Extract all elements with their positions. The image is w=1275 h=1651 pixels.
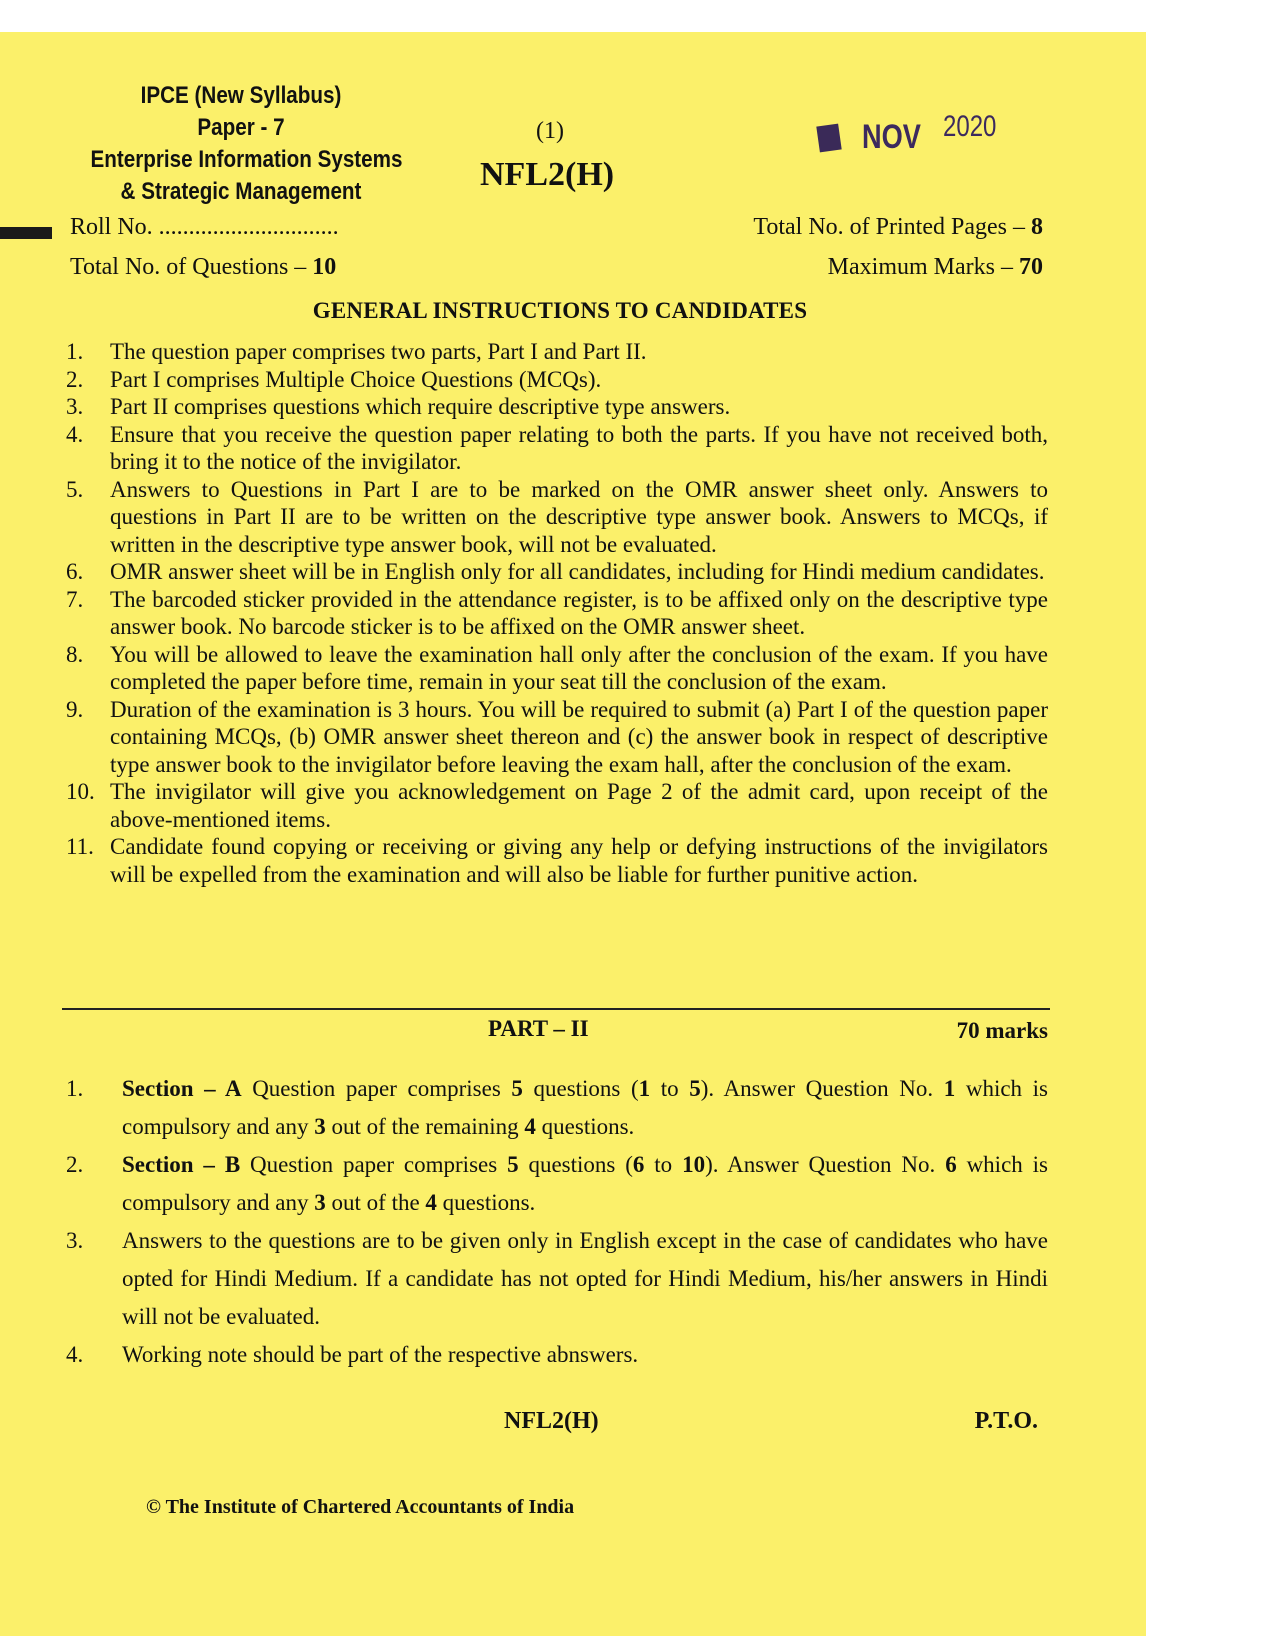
- subject-line: Enterprise Information Systems: [90, 146, 403, 173]
- section-divider: [62, 1008, 1050, 1010]
- part-heading: PART – II: [488, 1016, 589, 1041]
- item-text: Part II comprises questions which require descriptive type answers.: [110, 394, 731, 419]
- max-marks-value: 70: [1019, 254, 1043, 280]
- subject-line-2: & Strategic Management: [120, 178, 362, 205]
- item-text: Section – B Question paper comprises 5 questions (6 to 10). Answer Question No. 6 which is compulsory and any 3 out of the 4 questions.: [122, 1152, 1049, 1215]
- list-item: [66, 1146, 1048, 1222]
- item-text: The question paper comprises two parts, Part I and Part II.: [110, 339, 647, 364]
- please-turn-over: P.T.O.: [974, 1408, 1038, 1434]
- item-text: Ensure that you receive the question paper relating to both the parts. If you have not received both, bring it to the notice of the invigilator.: [110, 421, 1048, 474]
- printed-pages: [753, 214, 1043, 241]
- list-item: [66, 1070, 1048, 1146]
- maximum-marks: [828, 254, 1043, 281]
- item-number: 2.: [66, 366, 84, 392]
- part-instructions-list: [66, 1070, 1048, 1374]
- item-text: The invigilator will give you acknowledgement on Page 2 of the admit card, upon receipt of the above-mentioned items.: [110, 779, 1048, 832]
- total-questions-label: Total No. of Questions –: [70, 254, 313, 280]
- list-item: [66, 641, 1048, 696]
- item-text: Duration of the examination is 3 hours. You will be required to submit (a) Part I of the question paper containing MCQs, (b) OMR answer sheet thereon and (c) the answer book in respect of descriptive type answer book to the invigilator before leaving the exam hall, after the conclusion of the exam.: [110, 696, 1048, 777]
- footer-paper-code: NFL2(H): [504, 1408, 599, 1434]
- course-header: [90, 80, 403, 208]
- item-text: Candidate found copying or receiving or giving any help or defying instructions of the invigilators will be expelled from the examination and will also be liable for further punitive action.: [110, 834, 1048, 887]
- max-marks-label: Maximum Marks –: [827, 254, 1019, 280]
- item-text: You will be allowed to leave the examination hall only after the conclusion of the exam. If you have completed the paper before time, remain in your seat till the conclusion of the exam.: [110, 641, 1048, 694]
- item-number: 2.: [66, 1152, 84, 1177]
- list-item: [66, 1222, 1048, 1336]
- list-item: [66, 778, 1048, 833]
- general-instructions-title: GENERAL INSTRUCTIONS TO CANDIDATES: [312, 298, 808, 323]
- binding-mark: [0, 227, 52, 239]
- stamp-mark-icon: [816, 123, 841, 152]
- item-number: 4.: [66, 421, 84, 447]
- list-item: [66, 1336, 1048, 1374]
- list-item: [66, 586, 1048, 641]
- item-number: 7.: [66, 586, 84, 612]
- list-item: [66, 393, 1048, 421]
- item-number: 6.: [66, 559, 84, 584]
- item-text: The barcoded sticker provided in the attendance register, is to be affixed only on the descriptive type answer book. No barcode sticker is to be affixed on the OMR answer sheet.: [110, 586, 1048, 639]
- part-marks: 70 marks: [956, 1018, 1048, 1043]
- page-number: (1): [536, 118, 564, 144]
- printed-pages-value: 8: [1031, 214, 1043, 240]
- list-item: [66, 558, 1048, 586]
- list-item: [66, 421, 1048, 476]
- total-questions-value: 10: [312, 254, 337, 280]
- item-number: 8.: [66, 641, 84, 667]
- printed-pages-label: Total No. of Printed Pages –: [753, 214, 1031, 240]
- stamp-month: NOV: [862, 118, 921, 156]
- item-number: 1.: [66, 1076, 84, 1101]
- paper-line: Paper - 7: [197, 114, 285, 141]
- item-number: 3.: [66, 394, 84, 419]
- roll-number: Roll No. ..............................: [70, 214, 339, 240]
- general-instructions-list: [66, 338, 1048, 888]
- item-number: 11.: [66, 834, 94, 859]
- item-number: 3.: [66, 1228, 84, 1253]
- item-number: 9.: [66, 696, 84, 722]
- total-questions: [70, 254, 336, 281]
- date-stamp: [818, 110, 997, 157]
- item-number: 4.: [66, 1342, 84, 1367]
- stamp-year: 2020: [943, 110, 997, 143]
- item-text: Working note should be part of the respective abnswers.: [122, 1342, 639, 1367]
- list-item: [66, 338, 1048, 366]
- item-text: Part I comprises Multiple Choice Questions (MCQs).: [110, 366, 602, 392]
- list-item: [66, 833, 1048, 888]
- course-line: IPCE (New Syllabus): [140, 82, 342, 109]
- list-item: [66, 366, 1048, 394]
- copyright-notice: © The Institute of Chartered Accountants of India: [146, 1496, 575, 1518]
- item-text: Answers to the questions are to be given only in English except in the case of candidates who have opted for Hindi Medium. If a candidate has not opted for Hindi Medium, his/her answers in Hindi will not be evaluated.: [122, 1228, 1048, 1329]
- list-item: [66, 476, 1048, 559]
- paper-code: NFL2(H): [480, 156, 615, 193]
- item-text: OMR answer sheet will be in English only for all candidates, including for Hindi medium candidates.: [110, 559, 1045, 584]
- item-text: Answers to Questions in Part I are to be marked on the OMR answer sheet only. Answers to questions in Part II are to be written on the descriptive type answer book. Answers to MCQs, if written in the descriptive type answer book, will not be evaluated.: [110, 476, 1048, 557]
- item-text: Section – A Question paper comprises 5 questions (1 to 5). Answer Question No. 1 which is compulsory and any 3 out of the remaining 4 questions.: [122, 1076, 1049, 1139]
- list-item: [66, 696, 1048, 779]
- item-number: 10.: [66, 779, 95, 804]
- item-number: 1.: [66, 339, 84, 364]
- item-number: 5.: [66, 476, 84, 502]
